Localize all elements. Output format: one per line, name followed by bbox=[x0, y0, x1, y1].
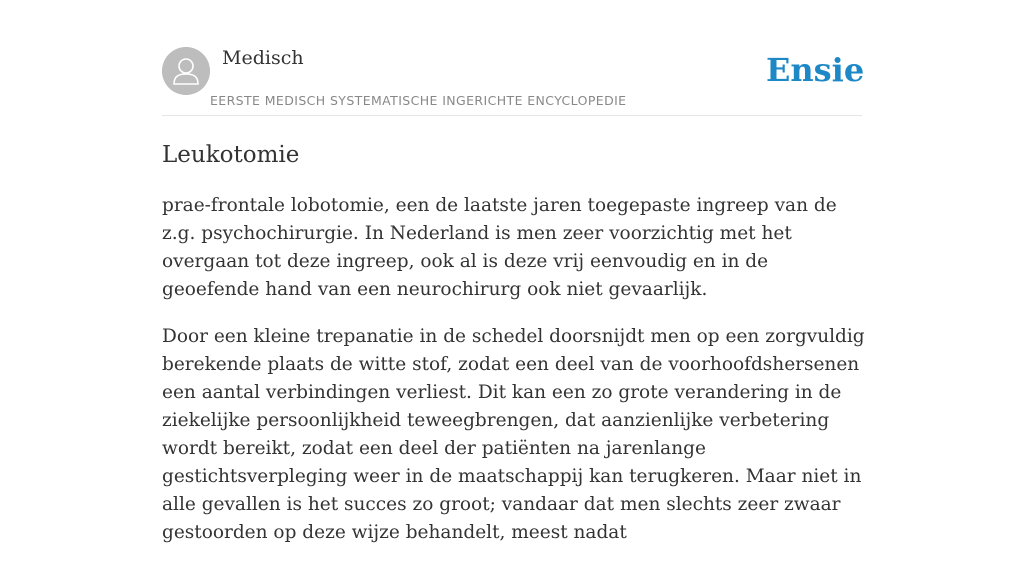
user-avatar-icon[interactable] bbox=[162, 47, 210, 95]
article-paragraph: Door een kleine trepanatie in de schedel doorsnijdt men op een zorgvuldig berekende plaats de witte stof, zodat een deel van de voorhoofdshersenen een aantal verbindingen verliest. Dit kan een zo grote verandering in de ziekelijke persoonlijkheid teweegbrengen, dat aanzienlijke verbetering wordt bereikt, zodat een deel der patiënten na jarenlange gestichtsverpleging weer in de maatschappij kan terugkeren. Maar niet in alle gevallen is het succes zo groot; vandaar dat men slechts zeer zwaar gestoorden op deze wijze behandelt, meest nadat bbox=[162, 326, 865, 543]
source-name-link[interactable]: Medisch bbox=[222, 47, 304, 69]
brand-logo[interactable]: Ensie bbox=[766, 51, 865, 89]
article-body bbox=[162, 192, 867, 566]
article-paragraph: prae-frontale lobotomie, een de laatste jaren toegepaste ingreep van de z.g. psychochirurgie. In Nederland is men zeer voorzichtig met het overgaan tot deze ingreep, ook al is deze vrij eenvoudig en in de geoefende hand van een neurochirurg ook niet gevaarlijk. bbox=[162, 195, 837, 300]
source-subtitle: EERSTE MEDISCH SYSTEMATISCHE INGERICHTE ENCYCLOPEDIE bbox=[210, 93, 627, 108]
article-title: Leukotomie bbox=[162, 142, 300, 168]
header-divider bbox=[162, 115, 862, 116]
